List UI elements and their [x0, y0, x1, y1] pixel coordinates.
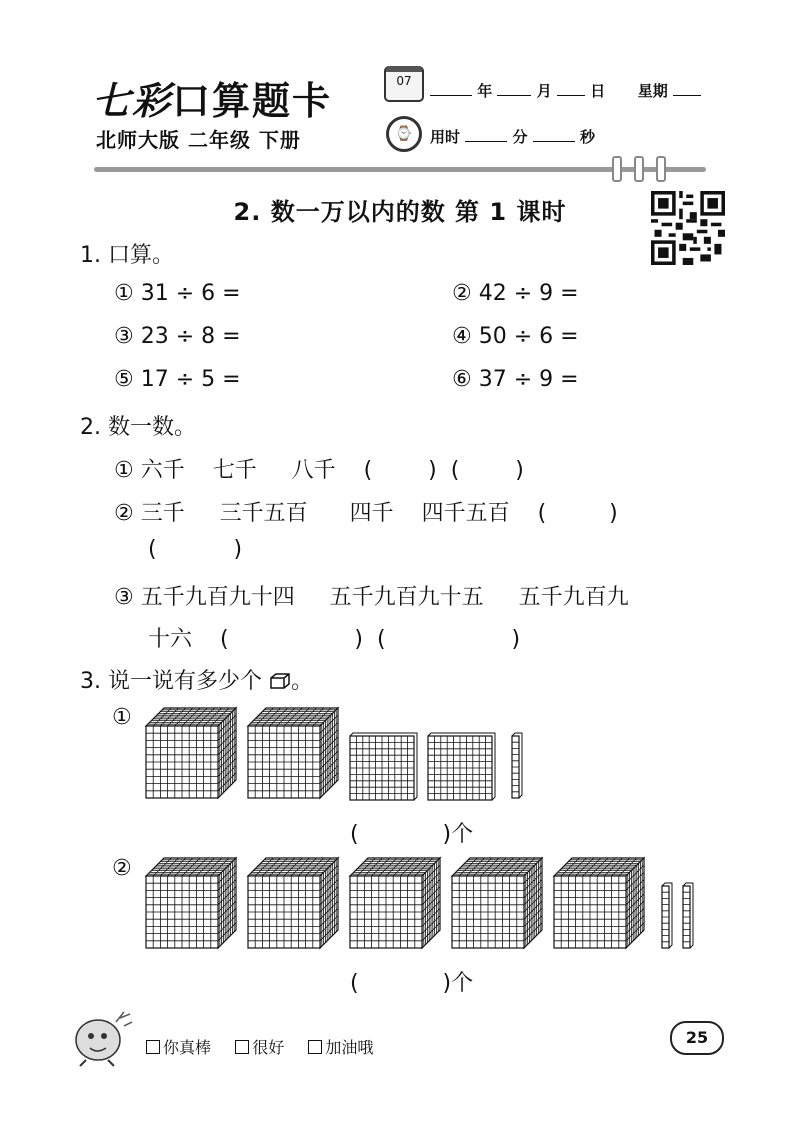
date-line	[430, 80, 701, 101]
calc-item-2: ② 42 ÷ 9 =	[452, 281, 579, 306]
count-sequence-2-cont: ( )	[148, 537, 243, 562]
calc-item-1: ① 31 ÷ 6 =	[114, 281, 241, 306]
thousand-cube	[248, 708, 338, 798]
count-sequence-2: ② 三千 三千五百 四千 四千五百 ( )	[114, 501, 618, 526]
clock-icon: ⌚	[386, 116, 422, 152]
ten-rod	[662, 883, 672, 948]
thousand-cube	[452, 858, 542, 948]
thousand-cube	[146, 708, 236, 798]
thousand-cube	[146, 858, 236, 948]
ring-binder-icon	[612, 156, 622, 182]
minute-label: 分	[512, 128, 528, 146]
checkbox-icon[interactable]	[146, 1040, 160, 1054]
calc-item-4: ④ 50 ÷ 6 =	[452, 324, 579, 349]
rating-label: 加油哦	[325, 1038, 374, 1057]
ring-binder-icon	[634, 156, 644, 182]
checkbox-icon[interactable]	[235, 1040, 249, 1054]
blocks-answer-2: ( )个	[350, 971, 474, 996]
ring-binder-icon	[656, 156, 666, 182]
count-sequence-3: ③ 五千九百九十四 五千九百九十五 五千九百九	[114, 585, 629, 610]
unit-cube-icon	[269, 672, 291, 690]
thousand-cube	[554, 858, 644, 948]
brand-part1: 七彩	[92, 79, 173, 123]
rating-option-keep-going[interactable]	[308, 1038, 373, 1057]
base-ten-blocks-1	[140, 700, 560, 806]
calendar-icon	[384, 66, 424, 102]
checkbox-icon[interactable]	[308, 1040, 322, 1054]
time-line	[430, 126, 595, 147]
brand-part2: 口算题卡	[172, 79, 333, 123]
ten-rod	[683, 883, 693, 948]
lesson-title: 2. 数一万以内的数 第 1 课时	[233, 198, 567, 226]
year-label: 年	[477, 82, 493, 100]
thousand-cube	[248, 858, 338, 948]
day-label: 日	[590, 82, 606, 100]
rating-options	[146, 1035, 373, 1058]
base-ten-blocks-2	[140, 850, 720, 956]
count-sequence-3-cont: 十六 ( ) ( )	[148, 627, 521, 652]
calc-item-5: ⑤ 17 ÷ 5 =	[114, 367, 241, 392]
qr-code-icon[interactable]	[651, 191, 725, 265]
calc-item-6: ⑥ 37 ÷ 9 =	[452, 367, 579, 392]
section3-heading-end: 。	[290, 669, 313, 694]
section3-heading	[80, 664, 313, 695]
calc-item-3: ③ 23 ÷ 8 =	[114, 324, 241, 349]
second-label: 秒	[579, 128, 595, 146]
section1-heading: 1. 口算。	[80, 243, 174, 268]
section3-heading-text: 3. 说一说有多少个	[80, 669, 262, 694]
page-number: 25	[670, 1021, 724, 1055]
hundred-flat	[428, 733, 495, 800]
hundred-flat	[350, 733, 417, 800]
rating-option-great[interactable]	[146, 1038, 211, 1057]
count-sequence-1: ① 六千 七千 八千 ( ) ( )	[114, 458, 524, 483]
ten-rod	[512, 733, 522, 798]
blocks-marker-2: ②	[112, 856, 132, 881]
thousand-cube	[350, 858, 440, 948]
rating-label: 很好	[252, 1038, 285, 1057]
calendar-day: 07	[396, 74, 412, 88]
edition-label: 北师大版 二年级 下册	[96, 128, 301, 152]
blocks-answer-1: ( )个	[350, 822, 474, 847]
time-used-label: 用时	[430, 128, 461, 146]
blocks-marker-1: ①	[112, 705, 132, 730]
mascot-illustration	[66, 1004, 136, 1068]
brand-title	[92, 70, 332, 125]
month-label: 月	[536, 82, 552, 100]
rating-label: 你真棒	[163, 1038, 212, 1057]
section2-heading: 2. 数一数。	[80, 415, 196, 440]
weekday-label: 星期	[637, 82, 668, 100]
rating-option-good[interactable]	[235, 1038, 284, 1057]
